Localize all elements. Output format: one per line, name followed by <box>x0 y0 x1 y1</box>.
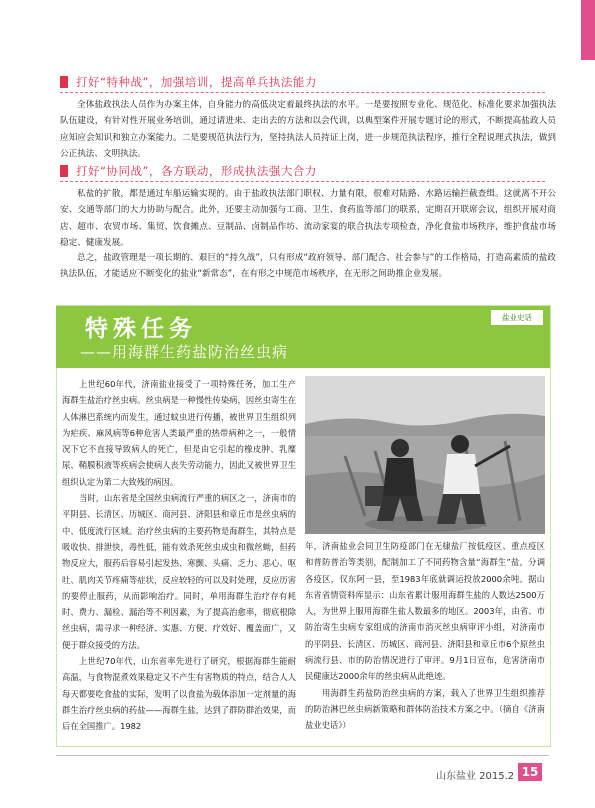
feature-subtitle: ——用海群生药盐防治丝虫病 <box>80 343 289 361</box>
feature-right-column <box>305 538 545 734</box>
top-margin <box>0 0 595 40</box>
feature-paragraph: 年，济南盐业会同卫生防疫部门在无棣盐厂按低疫区、重点疫区和普防普治等类别，配制加工了不同药物含量“海群生”盐，分调各疫区，仅东阿一县，至1983年底就调运投放2000余吨。据山东省省情资料库显示：山东省累计服用海群生盐的人数达2500万人，为世界上服用海群生盐人数最多的地区。2003年，由省、市防治寄生虫病专家组成的济南市消灭丝虫病审评小组，对济南市的平阴县、长清区、历城区、商河县、济阳县和章丘市6个原丝虫病流行县、市的防治情况进行了审评。9月1日宣布，危害济南市民健康达2000余年的丝虫病从此绝迹。 <box>305 541 545 682</box>
paragraph-summary: 总之，盐政管理是一项长期的、艰巨的“持久战”，只有形成“政府领导、部门配合、社会参与”的工作格局，打造高素质的盐政执法队伍，才能适应不断变化的盐业“新常态”，在有形之中规范市场秩序，在无形之间助推企业发展。 <box>60 253 556 280</box>
paragraph-training: 全体盐政执法人员作为办案主体，自身能力的高低决定着最终执法的水平。一是要按照专业化、规范化、标准化要求加强执法队伍建设，有针对性开展业务培训，通过请进来、走出去的方法和以会代训，以典型案件开展专题讨论的形式，不断提高盐政人员应知应会知识和独立办案能力。二是要规范执法行为，坚持执法人员持证上岗，进一步规范执法程序，推行全程说理式执法，做到公正执法、文明执法。 <box>60 100 556 160</box>
heading-text: 打好“特种战”，加强培训，提高单兵执法能力 <box>76 75 317 89</box>
magazine-issue: 山东盐业 2015.2 <box>436 771 515 782</box>
page-number: 15 <box>518 763 542 781</box>
feature-paragraph: 当时，山东省是全国丝虫病流行严重的病区之一，济南市的平阴县、长清区、历城区、商河县、济阳县和章丘市是丝虫病的中、低度流行区域。治疗丝虫病的主要药物是海群生，其特点是吸收快、排泄快，毒性低，能有效杀死丝虫成虫和微丝蚴，但药物反应大，服药后容易引起发热、寒颤、头痛、乏力、恶心、呕吐、肌肉关节疼痛等症状，反应较轻的可以及时处理，反应历害的要停止服药，从而影响治疗。同时，单用海群生治疗存有耗时、费力、漏检、漏治等不利因素，为了提高治愈率，彻底根除丝虫病，需寻求一种经济、实惠、方便、疗效好、覆盖面广，又便于群众接受的方法。 <box>62 493 296 650</box>
heading-marker <box>60 76 68 88</box>
section-heading-training <box>0 73 545 93</box>
historic-photo <box>305 376 545 534</box>
heading-rule <box>60 92 545 93</box>
footer-divider <box>56 755 549 756</box>
page-edge-tab <box>581 0 595 60</box>
paragraph-coordination: 私盐的扩散，都是通过车船运输实现的。由于盐政执法部门职权、力量有限，很难对陆路、水路运输拦截查缉。这就离不开公安、交通等部门的大力协助与配合。此外，还要主动加强与工商、卫生、食药监等部门的联系，定期召开联席会议，组织开展对商店、超市、农贸市场、集贸、饮食摊点、豆制品、卤制品作坊、流动家宴的联合执法专项检查，净化食盐市场秩序，维护食盐市场稳定、健康发展。 <box>60 189 556 249</box>
feature-paragraph: 上世纪70年代，山东省率先进行了研究，根据海群生能耐高温，与食物混煮效果稳定又不产生有害物质的特点，结合人人每天都要吃食盐的实际，发明了以食盐为载体添加一定剂量的海群生治疗丝虫病的药盐——海群生盐，达到了群防群治效果，而后在全国推广。1982 <box>62 656 296 732</box>
field-workers-photo <box>305 376 545 534</box>
feature-left-column <box>62 376 296 735</box>
heading-marker <box>60 165 68 177</box>
feature-paragraph: 上世纪60年代，济南盐业接受了一项特殊任务，加工生产海群生盐治疗丝虫病。丝虫病是一种慢性传染病，因丝虫寄生在人体淋巴系统内而发生，通过蚊虫进行传播，被世界卫生组织列为疟疾、麻风病等6种危害人类最严重的热带病种之一，一般情况下它不直接导致病人的死亡，但是由它引起的橡皮肿、乳糜尿、鞘膜积液等疾病会使病人丧失劳动能力，因此又被世界卫生组织认定为第二大致残的病因。 <box>62 379 296 487</box>
column-tag: 盐业史话 <box>491 310 543 325</box>
feature-title: 特殊任务 <box>85 315 197 342</box>
heading-text: 打好“协同战”，各方联动，形成执法强大合力 <box>76 164 317 178</box>
section-heading-coordination <box>0 162 545 182</box>
feature-paragraph: 用海群生药盐防治丝虫病的方案，载入了世界卫生组织推荐的防治淋巴丝虫病新策略和群体防治技术方案之中。（摘自《济南盐业史话》） <box>305 687 545 731</box>
heading-rule <box>60 181 545 182</box>
